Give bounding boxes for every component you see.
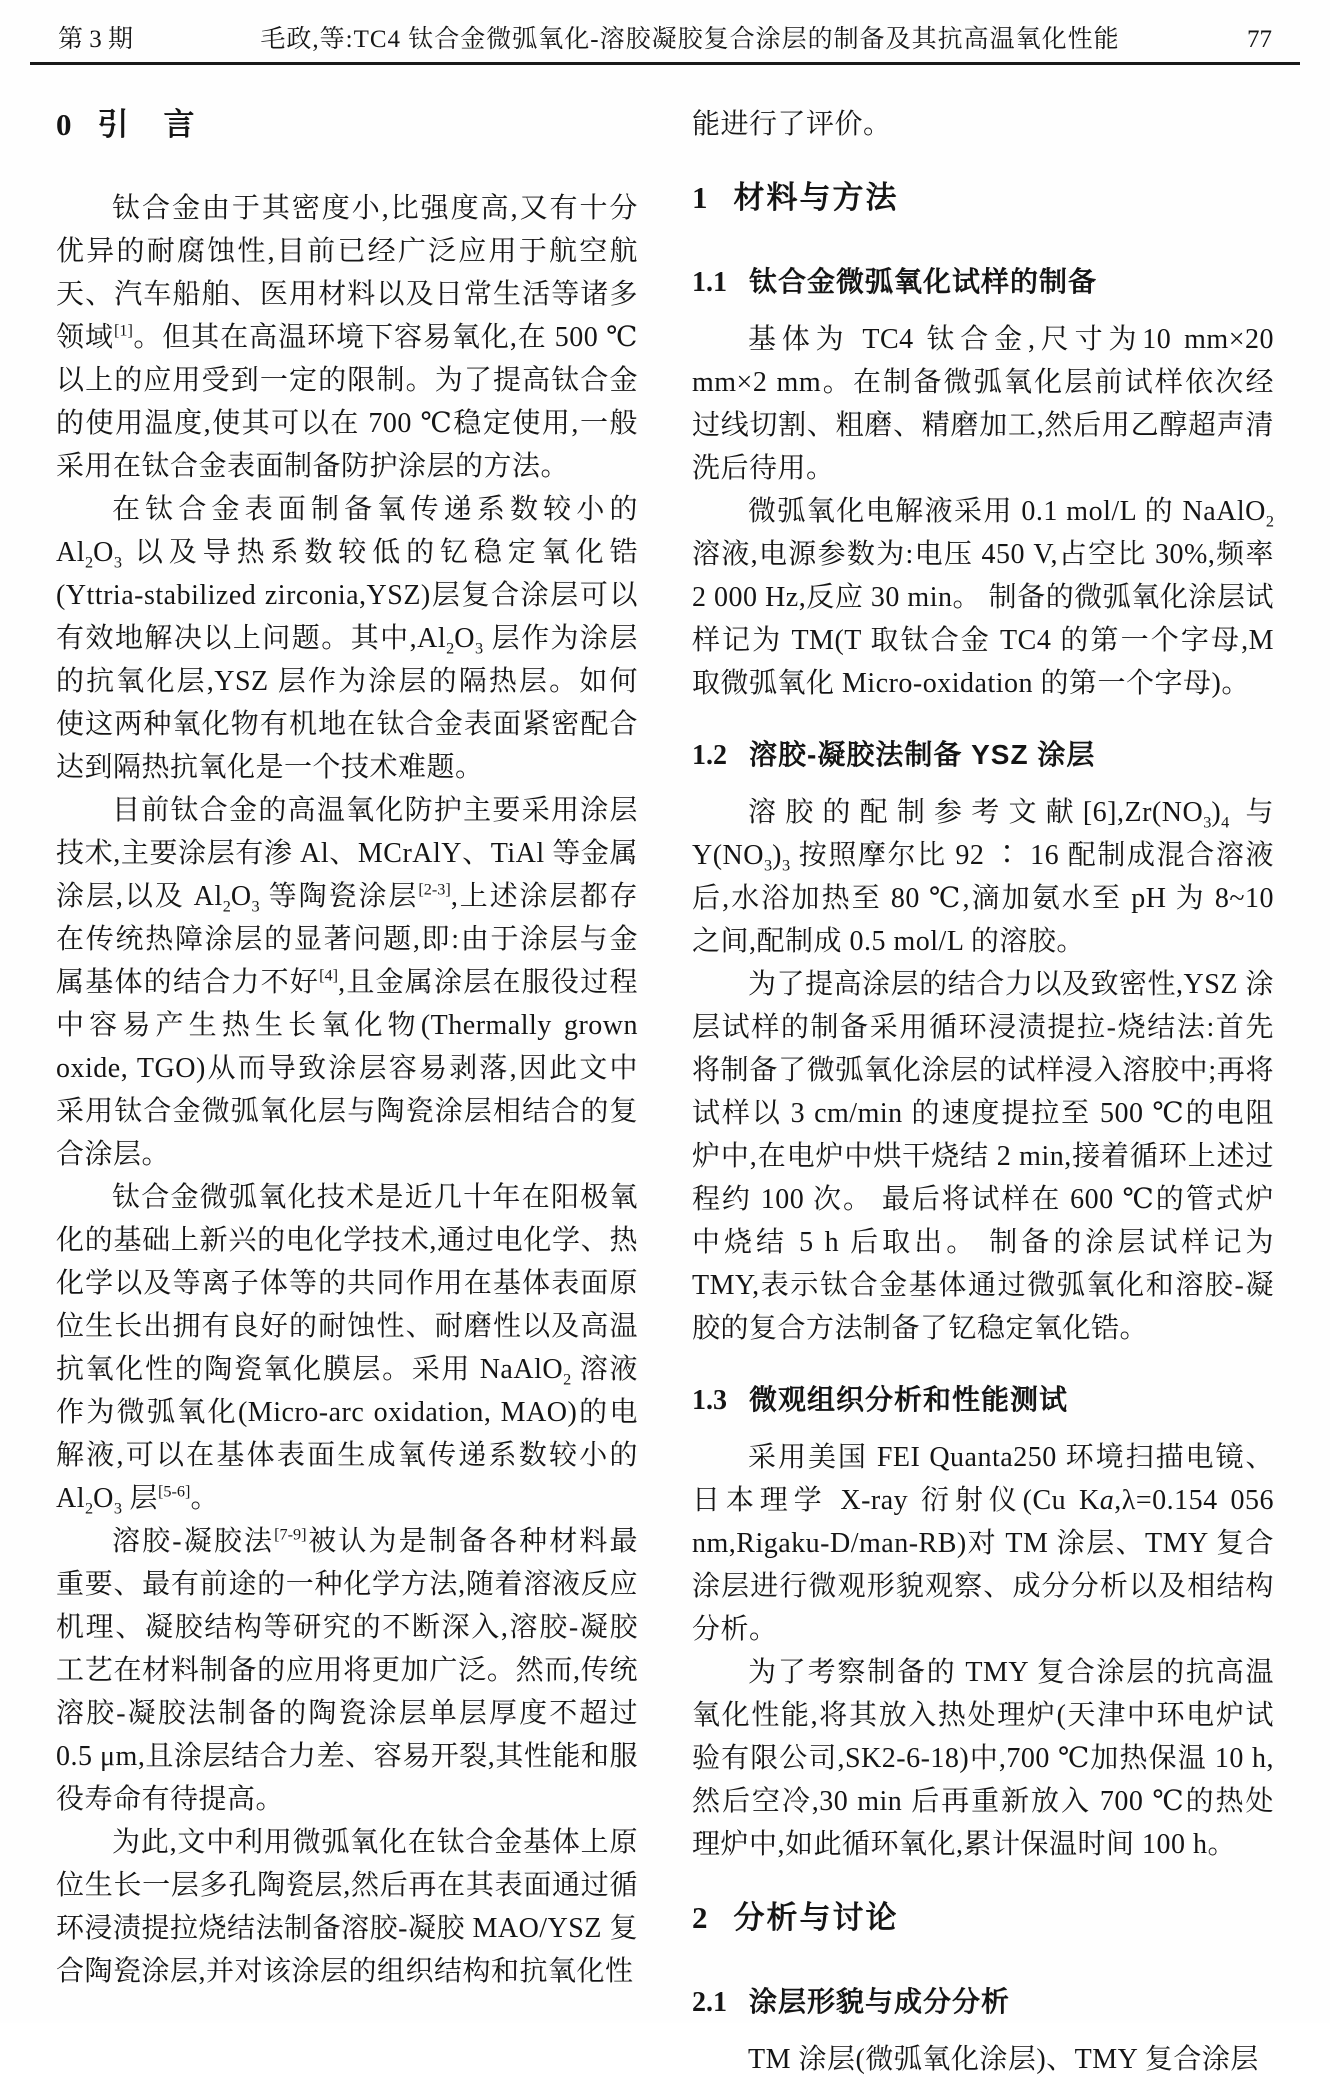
paragraph [692, 1651, 1274, 1866]
text-run: 微弧氧化电解液采用 0.1 mol/L 的 NaAlO [748, 496, 1266, 527]
subsection-heading [692, 1980, 1274, 2024]
paragraph [692, 2038, 1274, 2081]
column-left [56, 103, 638, 2081]
section-title: 溶胶-凝胶法制备 YSZ 涂层 [749, 739, 1096, 770]
text-run: O [454, 623, 475, 654]
chemical-subscript: 2 [563, 1370, 572, 1389]
text-run: 溶液作为微弧氧化(Micro-arc oxidation, MAO)的电解液,可以在基体表面生成氧传递系数较小的 Al [56, 1354, 638, 1514]
page-header [0, 0, 1330, 62]
chemical-subscript: 3 [113, 553, 122, 572]
text-run: 能进行了评价。 [692, 109, 892, 140]
reference-superscript: [1] [113, 321, 133, 340]
paragraph [692, 103, 1274, 146]
text-run: 为此,文中利用微弧氧化在钛合金基体上原位生长一层多孔陶瓷层,然后再在其表面通过循环浸渍提拉烧结法制备溶胶-凝胶 MAO/YSZ 复合陶瓷涂层,并对该涂层的组织结构和抗氧化性 [56, 1827, 638, 1987]
paragraph [692, 490, 1274, 705]
paragraph [56, 1520, 638, 1821]
text-run: 溶胶-凝胶法 [112, 1526, 275, 1557]
section-title: 钛合金微弧氧化试样的制备 [749, 266, 1098, 297]
section-heading [692, 1896, 1274, 1940]
paragraph [56, 187, 638, 488]
text-run: ,λ=0.154 056 nm,Rigaku-D/man-RB)对 TM 涂层、TMY 复合涂层进行微观形貌观察、成分分析以及相结构分析。 [692, 1485, 1274, 1645]
paragraph [56, 1821, 638, 1993]
reference-superscript: [2-3] [418, 880, 451, 899]
section-title: 分析与讨论 [733, 1900, 899, 1935]
section-heading [692, 176, 1274, 220]
text-run: 被认为是制备各种材料最重要、最有前途的一种化学方法,随着溶液反应机理、凝胶结构等研究的不断深入,溶胶-凝胶工艺在材料制备的应用将更加广泛。然而,传统溶胶-凝胶法制备的陶瓷涂层单层厚度不超过 0.5 μm,且涂层结合力差、容易开裂,其性能和服役寿命有待提高。 [56, 1526, 638, 1815]
column-right [692, 103, 1274, 2081]
text-run: a [1099, 1485, 1115, 1516]
text-run: 。但其在高温环境下容易氧化,在 500 ℃以上的应用受到一定的限制。为了提高钛合金的使用温度,使其可以在 700 ℃稳定使用,一般采用在钛合金表面制备防护涂层的方法。 [56, 322, 638, 482]
text-run: 以及导热系数较低的钇稳定氧化锆(Yttria-stabilized zirconia,YSZ)层复合涂层可以有效地解决以上问题。其中,Al [56, 537, 638, 654]
chemical-subscript: 3 [475, 639, 484, 658]
subsection-heading [692, 733, 1274, 777]
reference-superscript: [4] [319, 966, 339, 985]
chemical-subscript: 2 [446, 639, 455, 658]
section-title: 微观组织分析和性能测试 [749, 1384, 1069, 1415]
text-run: 为了提高涂层的结合力以及致密性,YSZ 涂层试样的制备采用循环浸渍提拉-烧结法:首先将制备了微弧氧化涂层的试样浸入溶胶中;再将试样以 3 cm/min 的速度提拉至 500 ℃的电阻炉中,在电炉中烘干烧结 2 min,接着循环上述过程约 100 次。 最后将试样在 600 ℃的管式炉中烧结 5 h 后取出。 制备的涂层试样记为 TMY,表示钛合金基体通过微弧氧化和溶胶-凝胶的复合方法制备了钇稳定氧化锆。 [692, 969, 1274, 1344]
text-run: 。 [190, 1483, 219, 1514]
journal-issue: 第 3 期 [58, 26, 134, 53]
paragraph [56, 488, 638, 789]
chemical-subscript: 3 [1203, 813, 1212, 832]
chemical-subscript: 2 [1265, 512, 1274, 531]
paragraph [692, 1436, 1274, 1651]
text-run: 按照摩尔比 92 ∶ 16 配制成混合溶液后,水浴加热至 80 ℃,滴加氨水至 pH 为 8~10 之间,配制成 0.5 mol/L 的溶胶。 [692, 840, 1274, 957]
text-run: 在钛合金表面制备氧传递系数较小的 Al [56, 494, 638, 568]
chemical-subscript: 2 [222, 897, 231, 916]
section-number: 2 [692, 1900, 708, 1935]
paragraph [692, 318, 1274, 490]
chemical-subscript: 3 [251, 897, 260, 916]
paragraph [56, 1176, 638, 1520]
text-run: 溶液,电源参数为:电压 450 V,占空比 30%,频率 2 000 Hz,反应 30 min。 制备的微弧氧化涂层试样记为 TM(T 取钛合金 TC4 的第一个字母,M 取微弧氧化 Micro-oxidation 的第一个字母)。 [692, 539, 1274, 699]
section-number: 1.2 [692, 740, 727, 771]
subsection-heading [692, 1378, 1274, 1422]
text-run: O [93, 1483, 114, 1514]
section-number: 2.1 [692, 1987, 727, 2018]
section-number: 1.3 [692, 1385, 727, 1416]
text-run: 采用美国 FEI Quanta250 环境扫描电镜、日本理学 X-ray 衍射仪(Cu K [692, 1442, 1274, 1516]
section-title: 涂层形貌与成分分析 [749, 1986, 1011, 2017]
text-run: 基体为 TC4 钛合金,尺寸为10 mm×20 mm×2 mm。在制备微弧氧化层前试样依次经过线切割、粗磨、精磨加工,然后用乙醇超声清洗后待用。 [692, 324, 1274, 484]
paragraph [692, 963, 1274, 1350]
reference-superscript: [7-9] [274, 1525, 307, 1544]
chemical-subscript: 4 [1221, 813, 1230, 832]
section-title: 材料与方法 [733, 180, 899, 215]
section-heading [56, 103, 638, 147]
two-column-body [0, 65, 1330, 2081]
text-run: ,上述涂层都存在传统热障涂层的显著问题,即:由于涂层与金属基体的结合力不好 [56, 881, 638, 998]
running-title: 毛政,等:TC4 钛合金微弧氧化-溶胶凝胶复合涂层的制备及其抗高温氧化性能 [260, 26, 1120, 53]
text-run: ) [1211, 797, 1222, 828]
paragraph [56, 789, 638, 1176]
text-run: ) [772, 840, 782, 871]
section-number: 1.1 [692, 267, 727, 298]
text-run: 层 [121, 1483, 158, 1514]
text-run: O [93, 537, 114, 568]
page-number: 77 [1247, 26, 1272, 53]
section-number: 0 [56, 107, 72, 142]
text-run: 与 Y(NO [692, 797, 1274, 871]
subsection-heading [692, 260, 1274, 304]
chemical-subscript: 3 [764, 856, 773, 875]
text-run: 溶胶的配制参考文献[6],Zr(NO [748, 797, 1204, 828]
text-run: 钛合金由于其密度小,比强度高,又有十分优异的耐腐蚀性,目前已经广泛应用于航空航天、汽车船舶、医用材料以及日常生活等诸多领域 [56, 193, 638, 353]
chemical-subscript: 3 [113, 1499, 122, 1518]
text-run: ,且金属涂层在服役过程中容易产生热生长氧化物(Thermally grown oxide, TGO)从而导致涂层容易剥落,因此文中采用钛合金微弧氧化层与陶瓷涂层相结合的复合涂层。 [56, 967, 638, 1170]
text-run: 目前钛合金的高温氧化防护主要采用涂层技术,主要涂层有渗 Al、MCrAlY、TiAl 等金属涂层,以及 Al [56, 795, 638, 912]
text-run: 层作为涂层的抗氧化层,YSZ 层作为涂层的隔热层。如何使这两种氧化物有机地在钛合金表面紧密配合达到隔热抗氧化是一个技术难题。 [56, 623, 638, 783]
chemical-subscript: 2 [85, 553, 94, 572]
text-run: O [230, 881, 252, 912]
text-run: 为了考察制备的 TMY 复合涂层的抗高温氧化性能,将其放入热处理炉(天津中环电炉试验有限公司,SK2-6-18)中,700 ℃加热保温 10 h,然后空冷,30 min 后再重新放入 700 ℃的热处理炉中,如此循环氧化,累计保温时间 100 h。 [692, 1657, 1274, 1860]
section-number: 1 [692, 180, 708, 215]
reference-superscript: [5-6] [158, 1482, 191, 1501]
chemical-subscript: 2 [85, 1499, 94, 1518]
text-run: 等陶瓷涂层 [259, 881, 419, 912]
section-title: 引 言 [97, 107, 197, 142]
paragraph [692, 791, 1274, 963]
text-run: 钛合金微弧氧化技术是近几十年在阳极氧化的基础上新兴的电化学技术,通过电化学、热化学以及等离子体等的共同作用在基体表面原位生长出拥有良好的耐蚀性、耐磨性以及高温抗氧化性的陶瓷氧化膜层。采用 NaAlO [56, 1182, 638, 1385]
chemical-subscript: 3 [781, 856, 791, 875]
text-run: TM 涂层(微弧氧化涂层)、TMY 复合涂层 [748, 2044, 1259, 2075]
